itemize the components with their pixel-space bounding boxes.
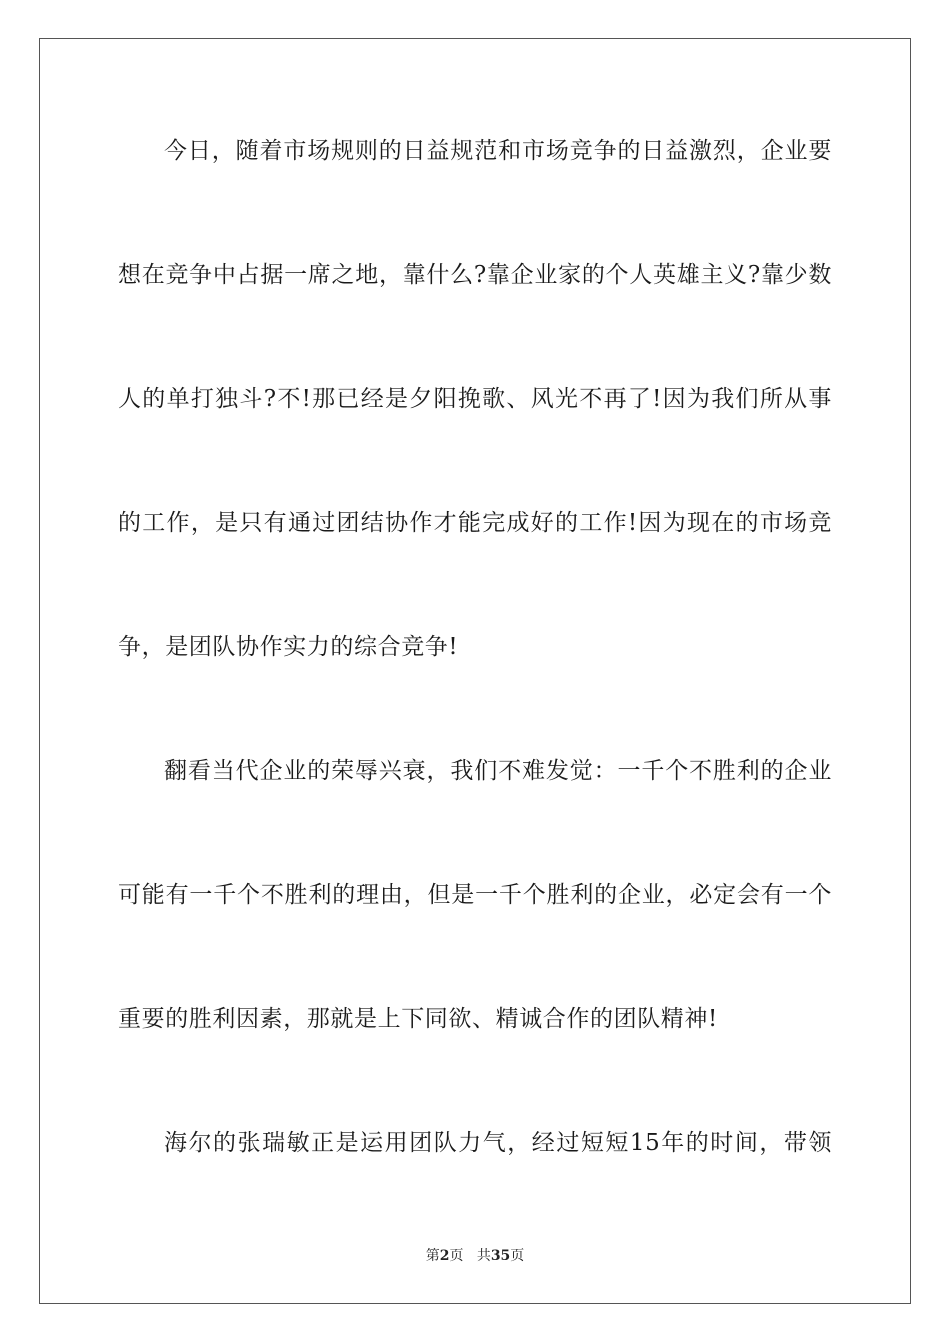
paragraph-1-line-4: 的工作，是只有通过团结协作才能完成好的工作!因为现在的市场竞 (118, 510, 832, 536)
paragraph-1-line-2: 想在竞争中占据一席之地，靠什么?靠企业家的个人英雄主义?靠少数 (118, 262, 832, 288)
paragraph-1-line-1: 今日，随着市场规则的日益规范和市场竞争的日益激烈，企业要 (164, 138, 832, 164)
total-pages: 35 (490, 1248, 511, 1264)
page-border (39, 38, 911, 1304)
page-number: 2 (439, 1248, 450, 1264)
paragraph-2-line-2: 可能有一千个不胜利的理由，但是一千个胜利的企业，必定会有一个 (118, 882, 832, 908)
total-prefix: 共 (476, 1248, 491, 1264)
page-footer (0, 1246, 950, 1266)
total-suffix: 页 (510, 1248, 525, 1264)
paragraph-2-line-3: 重要的胜利因素，那就是上下同欲、精诚合作的团队精神! (118, 1006, 718, 1032)
paragraph-2-line-1: 翻看当代企业的荣辱兴衰，我们不难发觉：一千个不胜利的企业 (164, 758, 832, 784)
paragraph-3-line-1: 海尔的张瑞敏正是运用团队力气，经过短短15年的时间，带领 (164, 1130, 832, 1156)
paragraph-1-line-5: 争，是团队协作实力的综合竞争! (118, 634, 459, 660)
paragraph-1-line-3: 人的单打独斗?不!那已经是夕阳挽歌、风光不再了!因为我们所从事 (118, 386, 832, 412)
page-prefix: 第 (425, 1248, 440, 1264)
page-suffix: 页 (449, 1248, 464, 1264)
